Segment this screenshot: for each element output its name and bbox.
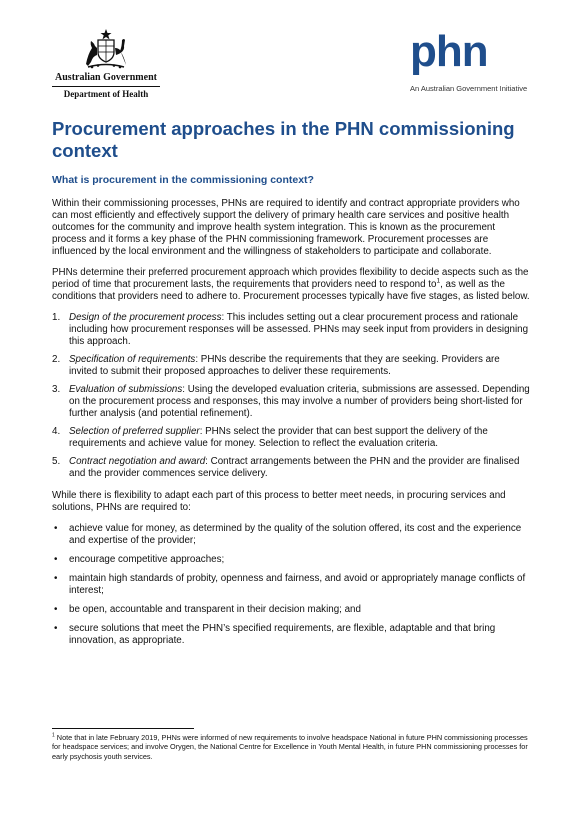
procurement-stages-list	[52, 312, 530, 480]
stage-term: Evaluation of submissions	[69, 384, 183, 395]
footnote-mark: 1	[52, 732, 55, 739]
bullet-icon: •	[54, 604, 58, 615]
bullet-icon: •	[54, 554, 58, 565]
stage-description: : This includes setting out a clear procurement process and rationale including how procurement responses will be assessed. PHNs may seek input from providers in designing this approach.	[69, 312, 529, 347]
stage-term: Specification of requirements	[69, 354, 196, 365]
requirement-item	[52, 623, 530, 647]
footnote-text: Note that in late February 2019, PHNs were informed of new requirements to involve headspace National in future PHN commissioning processes for headspace services; and involve Orygen, the National Centre for Excellence in Youth Mental Health, in future PHN commissioning processes for early psychosis youth services.	[52, 733, 528, 761]
requirement-text: encourage competitive approaches;	[69, 554, 225, 565]
section-heading: What is procurement in the commissioning context?	[52, 174, 314, 186]
document-body	[52, 198, 530, 654]
bullet-icon: •	[54, 523, 58, 534]
stage-item	[52, 354, 530, 378]
approach-text-start: PHNs determine their preferred procurement approach which provides flexibility to decide aspects such as the period of time that procurement lasts, the requirements that providers need to respond to	[52, 267, 529, 290]
stage-description: : Using the developed evaluation criteria, submissions are assessed. Depending on the procurement process and responses, this may involve a number of providers being short-listed for further analysis (and potential refinement).	[69, 384, 530, 419]
stage-number: 5.	[52, 456, 61, 467]
logo-divider	[52, 86, 160, 87]
stage-number: 1.	[52, 312, 61, 323]
australian-government-logo	[48, 28, 164, 99]
footnote	[52, 733, 530, 761]
department-name: Department of Health	[63, 89, 149, 99]
stage-number: 3.	[52, 384, 61, 395]
stage-description: : Contract arrangements between the PHN and the provider are finalised and the provider commences service delivery.	[69, 456, 520, 479]
footnote-divider	[52, 728, 194, 729]
phn-wordmark: phn	[410, 27, 488, 76]
requirement-text: secure solutions that meet the PHN’s specified requirements, are flexible, adaptable and that bring innovation, as appropriate.	[69, 623, 496, 646]
requirement-item	[52, 604, 530, 616]
requirements-list	[52, 523, 530, 647]
approach-paragraph	[52, 267, 530, 303]
approach-text-end: , as well as the conditions that providers need to adhere to. Procurement processes typically have five stages, as listed below.	[52, 279, 530, 302]
stage-description: : PHNs select the provider that can best support the delivery of the requirements and achieve value for money. Selection to reflect the evaluation criteria.	[69, 426, 488, 449]
stage-item	[52, 456, 530, 480]
stage-term: Contract negotiation and award	[69, 456, 206, 467]
footnote-reference[interactable]: 1	[436, 277, 441, 285]
bullet-icon: •	[54, 573, 58, 584]
phn-logo	[410, 27, 530, 93]
coat-of-arms-icon	[78, 28, 134, 70]
requirement-text: be open, accountable and transparent in their decision making; and	[69, 604, 361, 615]
stage-number: 2.	[52, 354, 61, 365]
stage-item	[52, 426, 530, 450]
requirements-intro: While there is flexibility to adapt each part of this process to better meet needs, in procuring services and solutions, PHNs are required to:	[52, 490, 506, 513]
stage-number: 4.	[52, 426, 61, 437]
requirement-item	[52, 554, 530, 566]
bullet-icon: •	[54, 623, 58, 634]
requirement-text: achieve value for money, as determined by the quality of the solution offered, its cost and the experience and expertise of the provider;	[69, 523, 522, 546]
intro-paragraph: Within their commissioning processes, PHNs are required to identify and contract appropriate providers who can most efficiently and effectively support the delivery of primary health care services and positive health outcomes for the community and improve health system integration. This is known as the procurement process and it forms a key phase of the PHN commissioning framework. Procurement processes are influenced by the local environment and the willingness of stakeholders to participate and collaborate.	[52, 198, 520, 257]
government-name: Australian Government	[55, 72, 157, 83]
phn-tagline: An Australian Government Initiative	[410, 84, 528, 93]
stage-description: : PHNs describe the requirements that they are seeking. Providers are invited to submit their proposed approaches to deliver these requirements.	[69, 354, 500, 377]
stage-item	[52, 312, 530, 348]
requirement-text: maintain high standards of probity, openness and fairness, and avoid or appropriately manage conflicts of interest;	[69, 573, 526, 596]
requirement-item	[52, 523, 530, 547]
stage-item	[52, 384, 530, 420]
requirement-item	[52, 573, 530, 597]
page-title: Procurement approaches in the PHN commissioning context	[52, 118, 515, 161]
stage-term: Selection of preferred supplier	[69, 426, 200, 437]
stage-term: Design of the procurement process	[69, 312, 222, 323]
